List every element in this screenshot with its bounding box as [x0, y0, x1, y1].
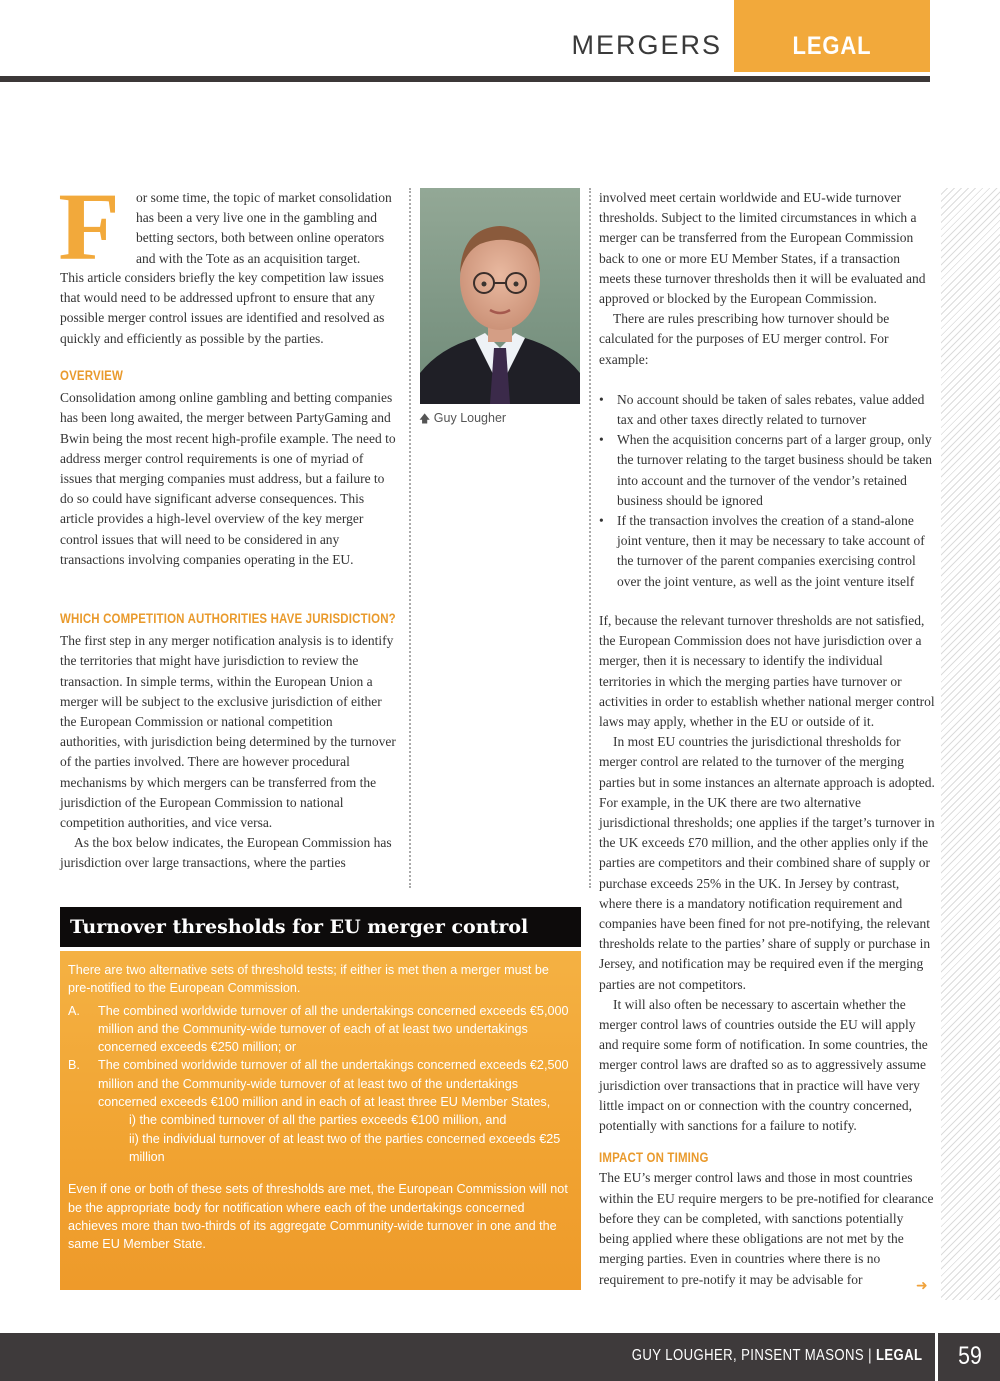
intro-line: betting sectors, both between online operators — [136, 230, 385, 246]
right-paragraph-6: The EU’s merger control laws and those in most countries within the EU require mergers to be pre-notified for clearance before they can be completed, with sanctions potentially being applied where these obligations are not met by the merging parties. Even in countries where there is no requirement to pre-notify it may be advisable for — [599, 1170, 934, 1287]
list-item: • No account should be taken of sales rebates, value added tax and other taxes directly related to turnover — [599, 390, 934, 430]
intro-wrapped — [136, 188, 396, 269]
option-text: The combined worldwide turnover of all the undertakings concerned exceeds €5,000 million and the Community-wide turnover of each of at least two undertakings concerned exceeds €250 million; or — [98, 1003, 569, 1055]
right-column-bottom — [599, 611, 935, 1290]
category-label: LEGAL — [792, 32, 872, 60]
intro-line: or some time, the topic of market consolidation — [136, 190, 392, 205]
list-item: • If the transaction involves the creation of a stand-alone joint venture, then it may be necessary to take account of the turnover of the parent companies exercising control over the joint venture, as well as the joint venture itself — [599, 511, 934, 592]
right-column-top — [599, 188, 934, 592]
box-intro: There are two alternative sets of threshold tests; if either is met then a merger must be pre-notified to the European Commission. — [68, 963, 549, 996]
option-label: A. — [68, 1003, 80, 1018]
jurisdiction-heading: WHICH COMPETITION AUTHORITIES HAVE JURISDICTION? — [60, 611, 396, 626]
option-a — [68, 1002, 573, 1057]
column-divider-left — [409, 188, 411, 888]
photo-caption — [419, 410, 506, 429]
column-divider-right — [589, 188, 591, 888]
intro-line: has been a very live one in the gambling and — [136, 210, 378, 226]
overview-paragraph: Consolidation among online gambling and betting companies has been long awaited, the merger between PartyGaming and Bwin being the most recent high-profile example. The need to address merger control requirements is one of myriad of issues that merging companies must address, but a failure to do so could have significant adverse consequences. This article provides a high-level overview of the key merger control issues that will need to be considered in any transactions involving companies operating in the EU. — [60, 390, 396, 567]
category-tab — [734, 0, 930, 72]
continue-arrow-icon: ➜ — [916, 1278, 928, 1294]
right-paragraph-4: In most EU countries the jurisdictional thresholds for merger control are related to the turnover of the merging parties but in some instances an alternate approach is adopted. For example, in the UK there are two alternative jurisdictional thresholds; one applies if the target’s turnover in the UK exceeds £70 million, and the other applies only if the parties are competitors and their combined share of supply or purchase exceeds 25% in the UK. In Jersey by contrast, where there is a mandatory notification requirement and companies have been fined for not pre-notifying, the relevant thresholds relate to the parties’ share of supply or purchase in Jersey, and notification may be required even if the merging parties are not competitors. — [599, 734, 935, 992]
intro-rest — [60, 268, 394, 349]
drop-cap: F — [58, 173, 120, 280]
page-footer — [0, 1333, 1000, 1381]
right-paragraph-3: If, because the relevant turnover thresholds are not satisfied, the European Commission does not have jurisdiction over a merger, then it is necessary to identify the individual territories in which the merging parties have turnover or activities in order to establish whether national merger control laws may apply, whether in the EU or outside of it. — [599, 613, 935, 730]
option-label: B. — [68, 1058, 80, 1073]
intro-paragraph: This article considers briefly the key competition law issues that would need to be addressed upfront to ensure that any possible merger control issues are identified and resolved as quickly and efficiently as possible by the parties. — [60, 270, 385, 346]
overview-section — [60, 366, 396, 570]
sub-condition: i) the combined turnover of all the parties exceeds €100 million, and — [129, 1113, 507, 1128]
sub-condition: ii) the individual turnover of at least two of the parties concerned exceeds €25 million — [129, 1131, 561, 1164]
jurisdiction-section — [60, 609, 396, 874]
footer-separator: | — [867, 1347, 872, 1364]
thresholds-box — [60, 951, 581, 1290]
footer-category: LEGAL — [875, 1347, 922, 1364]
option-b — [68, 1056, 573, 1111]
footer-author: GUY LOUGHER, PINSENT MASONS — [631, 1347, 864, 1364]
timing-heading: IMPACT ON TIMING — [599, 1150, 709, 1166]
page-number: 59 — [958, 1342, 982, 1370]
jurisdiction-paragraph-1: The first step in any merger notification analysis is to identify the territories that might have jurisdiction to review the transaction. In simple terms, within the European Union a merger will be subject to the exclusive jurisdiction of either the European Commission or national competition authorities, with jurisdiction being determined by the turnover of the parties involved. There are however procedural mechanisms by which mergers can be transferred from the jurisdiction of the European Commission to national competition authorities, and vice versa. — [60, 633, 396, 831]
portrait-image — [420, 188, 580, 404]
intro-line: and with the Tote as an acquisition target. — [136, 250, 361, 266]
author-photo — [420, 188, 580, 404]
jurisdiction-paragraph-2: As the box below indicates, the European Commission has jurisdiction over large transactions, where the parties — [60, 835, 392, 871]
box-title: Turnover thresholds for EU merger control — [60, 907, 581, 947]
decorative-stripes — [941, 188, 1000, 1300]
option-text: The combined worldwide turnover of all the undertakings concerned exceeds €2,500 million and the Community-wide turnover of at least two of the undertakings concerned exceeds €100 million and in each of at least three EU Member States, — [98, 1058, 569, 1110]
turnover-rules-list — [599, 390, 934, 592]
caption-arrow-icon: 🡅 — [419, 412, 431, 425]
footer-divider — [935, 1333, 938, 1381]
header-rule — [0, 76, 930, 82]
overview-heading: OVERVIEW — [60, 368, 124, 383]
right-paragraph-5: It will also often be necessary to ascertain whether the merger control laws of countries outside the EU will apply and require some form of notification. In some countries, the merger control laws are drafted so as to aggressively assume jurisdiction over transactions that in practice will have very little impact on or connection with the country concerned, potentially with sanctions for a failure to notify. — [599, 996, 928, 1134]
box-closing: Even if one or both of these sets of thresholds are met, the European Commission will not be the appropriate body for notification where each of the undertakings concerned achieves more than two-thirds of its aggregate Community-wide turnover in one and the same EU Member State. — [68, 1182, 568, 1252]
list-item: • When the acquisition concerns part of a larger group, only the turnover relating to the target business should be taken into account and the turnover of the vendor’s retained business should be ignored — [599, 430, 934, 511]
right-paragraph-1: involved meet certain worldwide and EU-wide turnover thresholds. Subject to the limited circumstances in which a merger can be transferred from the European Commission back to one or more EU Member States, if a transaction meets these turnover thresholds then it will be evaluated and approved or blocked by the European Commission. — [599, 190, 926, 307]
section-title: MERGERS — [571, 30, 722, 60]
caption-text: Guy Lougher — [433, 411, 507, 425]
right-paragraph-2: There are rules prescribing how turnover should be calculated for the purposes of EU merger control. For example: — [599, 311, 890, 367]
footer-credit — [631, 1347, 922, 1365]
